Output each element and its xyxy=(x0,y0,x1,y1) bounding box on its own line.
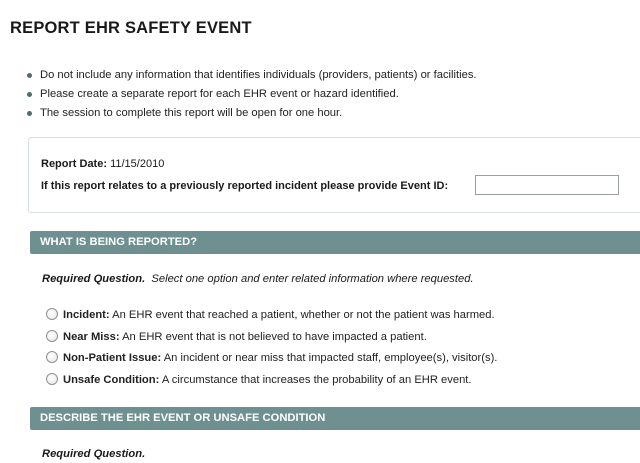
required-note-describe: Required Question. xyxy=(42,448,146,460)
bullet-icon xyxy=(27,92,32,97)
report-date-line xyxy=(41,158,164,170)
option-non-patient-issue[interactable]: Non-Patient Issue: An incident or near miss that impacted staff, employee(s), visitor(s). xyxy=(46,350,497,366)
unsafe-condition-radio[interactable] xyxy=(46,373,58,385)
bullet-icon xyxy=(27,73,32,78)
notice-list xyxy=(27,66,477,123)
near-miss-radio[interactable] xyxy=(46,330,58,342)
option-unsafe-condition[interactable]: Unsafe Condition: A circumstance that increases the probability of an EHR event. xyxy=(46,372,472,388)
page-title: REPORT EHR SAFETY EVENT xyxy=(10,19,252,37)
event-id-line xyxy=(41,180,448,192)
report-date-label: Report Date: xyxy=(41,158,108,170)
required-note: Required Question. Select one option and enter related information where requested. xyxy=(42,273,474,285)
notice-item: Please create a separate report for each EHR event or hazard identified. xyxy=(27,85,477,104)
event-id-label: If this report relates to a previously reported incident please provide Event ID: xyxy=(41,180,449,192)
non-patient-issue-radio[interactable] xyxy=(46,351,58,363)
notice-item: The session to complete this report will be open for one hour. xyxy=(27,104,477,123)
option-near-miss[interactable]: Near Miss: An EHR event that is not believed to have impacted a patient. xyxy=(46,329,427,345)
section-header-describe-event: DESCRIBE THE EHR EVENT OR UNSAFE CONDITION xyxy=(30,407,640,430)
event-id-input[interactable] xyxy=(475,175,619,195)
report-info-box xyxy=(28,137,640,213)
bullet-icon xyxy=(27,111,32,116)
option-incident[interactable]: Incident: An EHR event that reached a patient, whether or not the patient was harmed. xyxy=(46,307,495,323)
incident-radio[interactable] xyxy=(46,308,58,320)
notice-item: Do not include any information that identifies individuals (providers, patients) or facilities. xyxy=(27,66,477,85)
section-header-what-reported: WHAT IS BEING REPORTED? xyxy=(30,231,640,254)
report-date-value: 11/15/2010 xyxy=(110,158,165,170)
